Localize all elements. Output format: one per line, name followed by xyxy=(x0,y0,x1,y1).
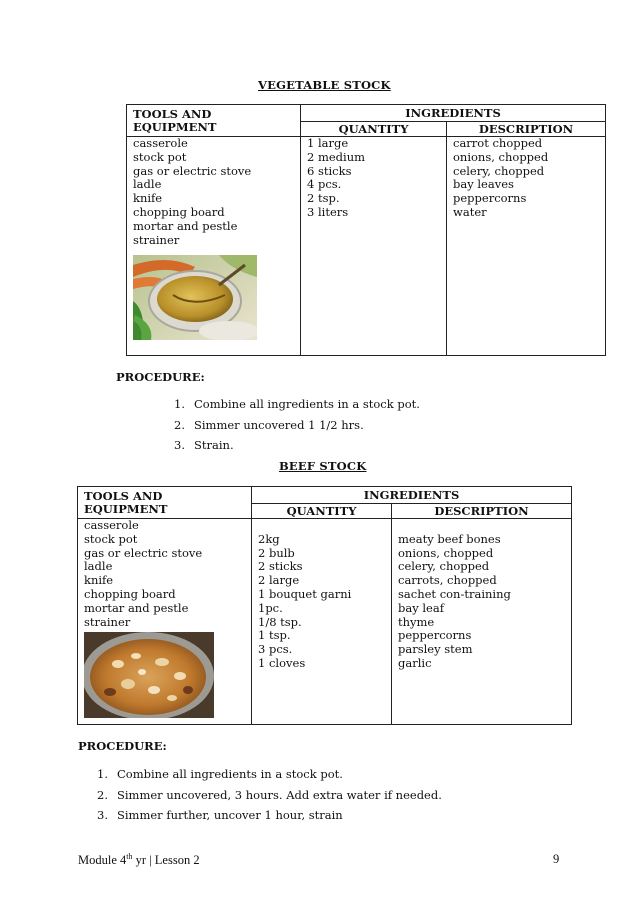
tool-item: chopping board xyxy=(84,586,176,601)
tool-item: strainer xyxy=(84,614,131,629)
tool-item: ladle xyxy=(84,559,113,574)
description-item: onions, chopped xyxy=(398,545,494,560)
quantity-item: 2 sticks xyxy=(258,559,303,574)
quantity-item: 4 pcs. xyxy=(307,177,342,192)
description-item: water xyxy=(453,204,487,219)
tool-item: mortar and pestle xyxy=(84,600,189,615)
tool-item: stock pot xyxy=(84,531,138,546)
tools-header: TOOLS AND EQUIPMENT xyxy=(127,105,301,137)
beef-stock-table xyxy=(77,486,572,725)
vegetable-procedure-steps xyxy=(174,397,420,459)
procedure-step xyxy=(174,397,420,418)
tools-cell xyxy=(127,137,301,356)
tools-cell xyxy=(78,519,252,725)
description-item: celery, chopped xyxy=(453,163,545,178)
quantity-item: 3 liters xyxy=(307,204,349,219)
spacer xyxy=(258,519,385,533)
quantity-item: 2 medium xyxy=(307,149,366,164)
beef-procedure-label: PROCEDURE: xyxy=(78,739,167,753)
description-item: garlic xyxy=(398,655,432,670)
step-number: 2. xyxy=(174,417,185,432)
page-number: 9 xyxy=(553,852,560,866)
step-text: Combine all ingredients in a stock pot. xyxy=(117,767,343,781)
procedure-step xyxy=(174,438,420,459)
description-item: peppercorns xyxy=(398,628,472,643)
step-number: 3. xyxy=(174,438,185,452)
quantity-item: 1 large xyxy=(307,136,349,150)
vegetable-stock-photo xyxy=(133,255,257,340)
quantity-cell xyxy=(301,137,447,356)
procedure-step xyxy=(97,808,442,829)
tool-item: gas or electric stove xyxy=(133,163,252,178)
tool-item: mortar and pestle xyxy=(133,218,238,233)
step-number: 1. xyxy=(174,397,185,411)
quantity-item: 1/8 tsp. xyxy=(258,614,302,629)
description-item: bay leaf xyxy=(398,600,444,615)
quantity-cell xyxy=(252,519,392,725)
step-text: Combine all ingredients in a stock pot. xyxy=(194,397,420,411)
step-number: 3. xyxy=(97,808,108,822)
tool-item: ladle xyxy=(133,177,162,192)
description-item: celery, chopped xyxy=(398,559,490,574)
quantity-item: 2 bulb xyxy=(258,545,295,560)
tools-header: TOOLS AND EQUIPMENT xyxy=(78,487,252,519)
step-text: Simmer further, uncover 1 hour, strain xyxy=(117,808,343,822)
description-cell xyxy=(447,137,606,356)
description-item: bay leaves xyxy=(453,177,514,192)
description-item: carrots, chopped xyxy=(398,573,497,588)
tool-item: casserole xyxy=(84,518,139,532)
tool-item: casserole xyxy=(133,136,188,150)
procedure-step xyxy=(97,788,442,809)
quantity-item: 1pc. xyxy=(258,600,283,615)
beef-stock-title: BEEF STOCK xyxy=(279,459,367,473)
footer-module xyxy=(78,852,200,868)
procedure-step xyxy=(174,418,420,439)
description-cell xyxy=(392,519,572,725)
description-item: thyme xyxy=(398,614,435,629)
quantity-header: QUANTITY xyxy=(252,504,392,519)
description-item: meaty beef bones xyxy=(398,531,501,546)
beef-procedure-steps xyxy=(97,767,442,829)
quantity-header: QUANTITY xyxy=(301,122,447,137)
spacer xyxy=(398,519,565,533)
description-item: carrot chopped xyxy=(453,136,543,150)
tool-item: gas or electric stove xyxy=(84,545,203,560)
description-item: sachet con-training xyxy=(398,586,511,601)
footer-module-prefix: Module 4 xyxy=(78,853,127,868)
tool-item: chopping board xyxy=(133,204,225,219)
quantity-item: 1 cloves xyxy=(258,655,306,670)
description-item: parsley stem xyxy=(398,642,473,657)
quantity-item: 1 tsp. xyxy=(258,628,291,643)
tool-item: strainer xyxy=(133,232,180,247)
footer-module-suffix: yr | Lesson 2 xyxy=(132,853,200,868)
ingredients-header: INGREDIENTS xyxy=(301,105,606,122)
quantity-item: 2 large xyxy=(258,573,300,588)
description-item: peppercorns xyxy=(453,191,527,206)
description-item: onions, chopped xyxy=(453,149,549,164)
vegetable-procedure-label: PROCEDURE: xyxy=(116,370,205,384)
step-text: Strain. xyxy=(194,438,234,452)
step-text: Simmer uncovered 1 1/2 hrs. xyxy=(194,417,364,432)
quantity-item: 1 bouquet garni xyxy=(258,586,352,601)
ingredients-header: INGREDIENTS xyxy=(252,487,572,504)
procedure-step xyxy=(97,767,442,788)
quantity-item: 2kg xyxy=(258,531,280,546)
footer-module-sup: th xyxy=(126,852,133,861)
description-header: DESCRIPTION xyxy=(392,504,572,519)
quantity-item: 2 tsp. xyxy=(307,191,340,206)
step-number: 1. xyxy=(97,767,108,781)
vegetable-stock-table xyxy=(126,104,606,356)
beef-stock-photo xyxy=(84,632,214,718)
description-header: DESCRIPTION xyxy=(447,122,606,137)
tool-item: knife xyxy=(84,573,114,588)
tool-item: stock pot xyxy=(133,149,187,164)
step-number: 2. xyxy=(97,787,108,802)
step-text: Simmer uncovered, 3 hours. Add extra water if needed. xyxy=(117,787,442,802)
quantity-item: 3 pcs. xyxy=(258,642,293,657)
vegetable-stock-title: VEGETABLE STOCK xyxy=(258,78,391,92)
quantity-item: 6 sticks xyxy=(307,163,352,178)
tool-item: knife xyxy=(133,191,163,206)
